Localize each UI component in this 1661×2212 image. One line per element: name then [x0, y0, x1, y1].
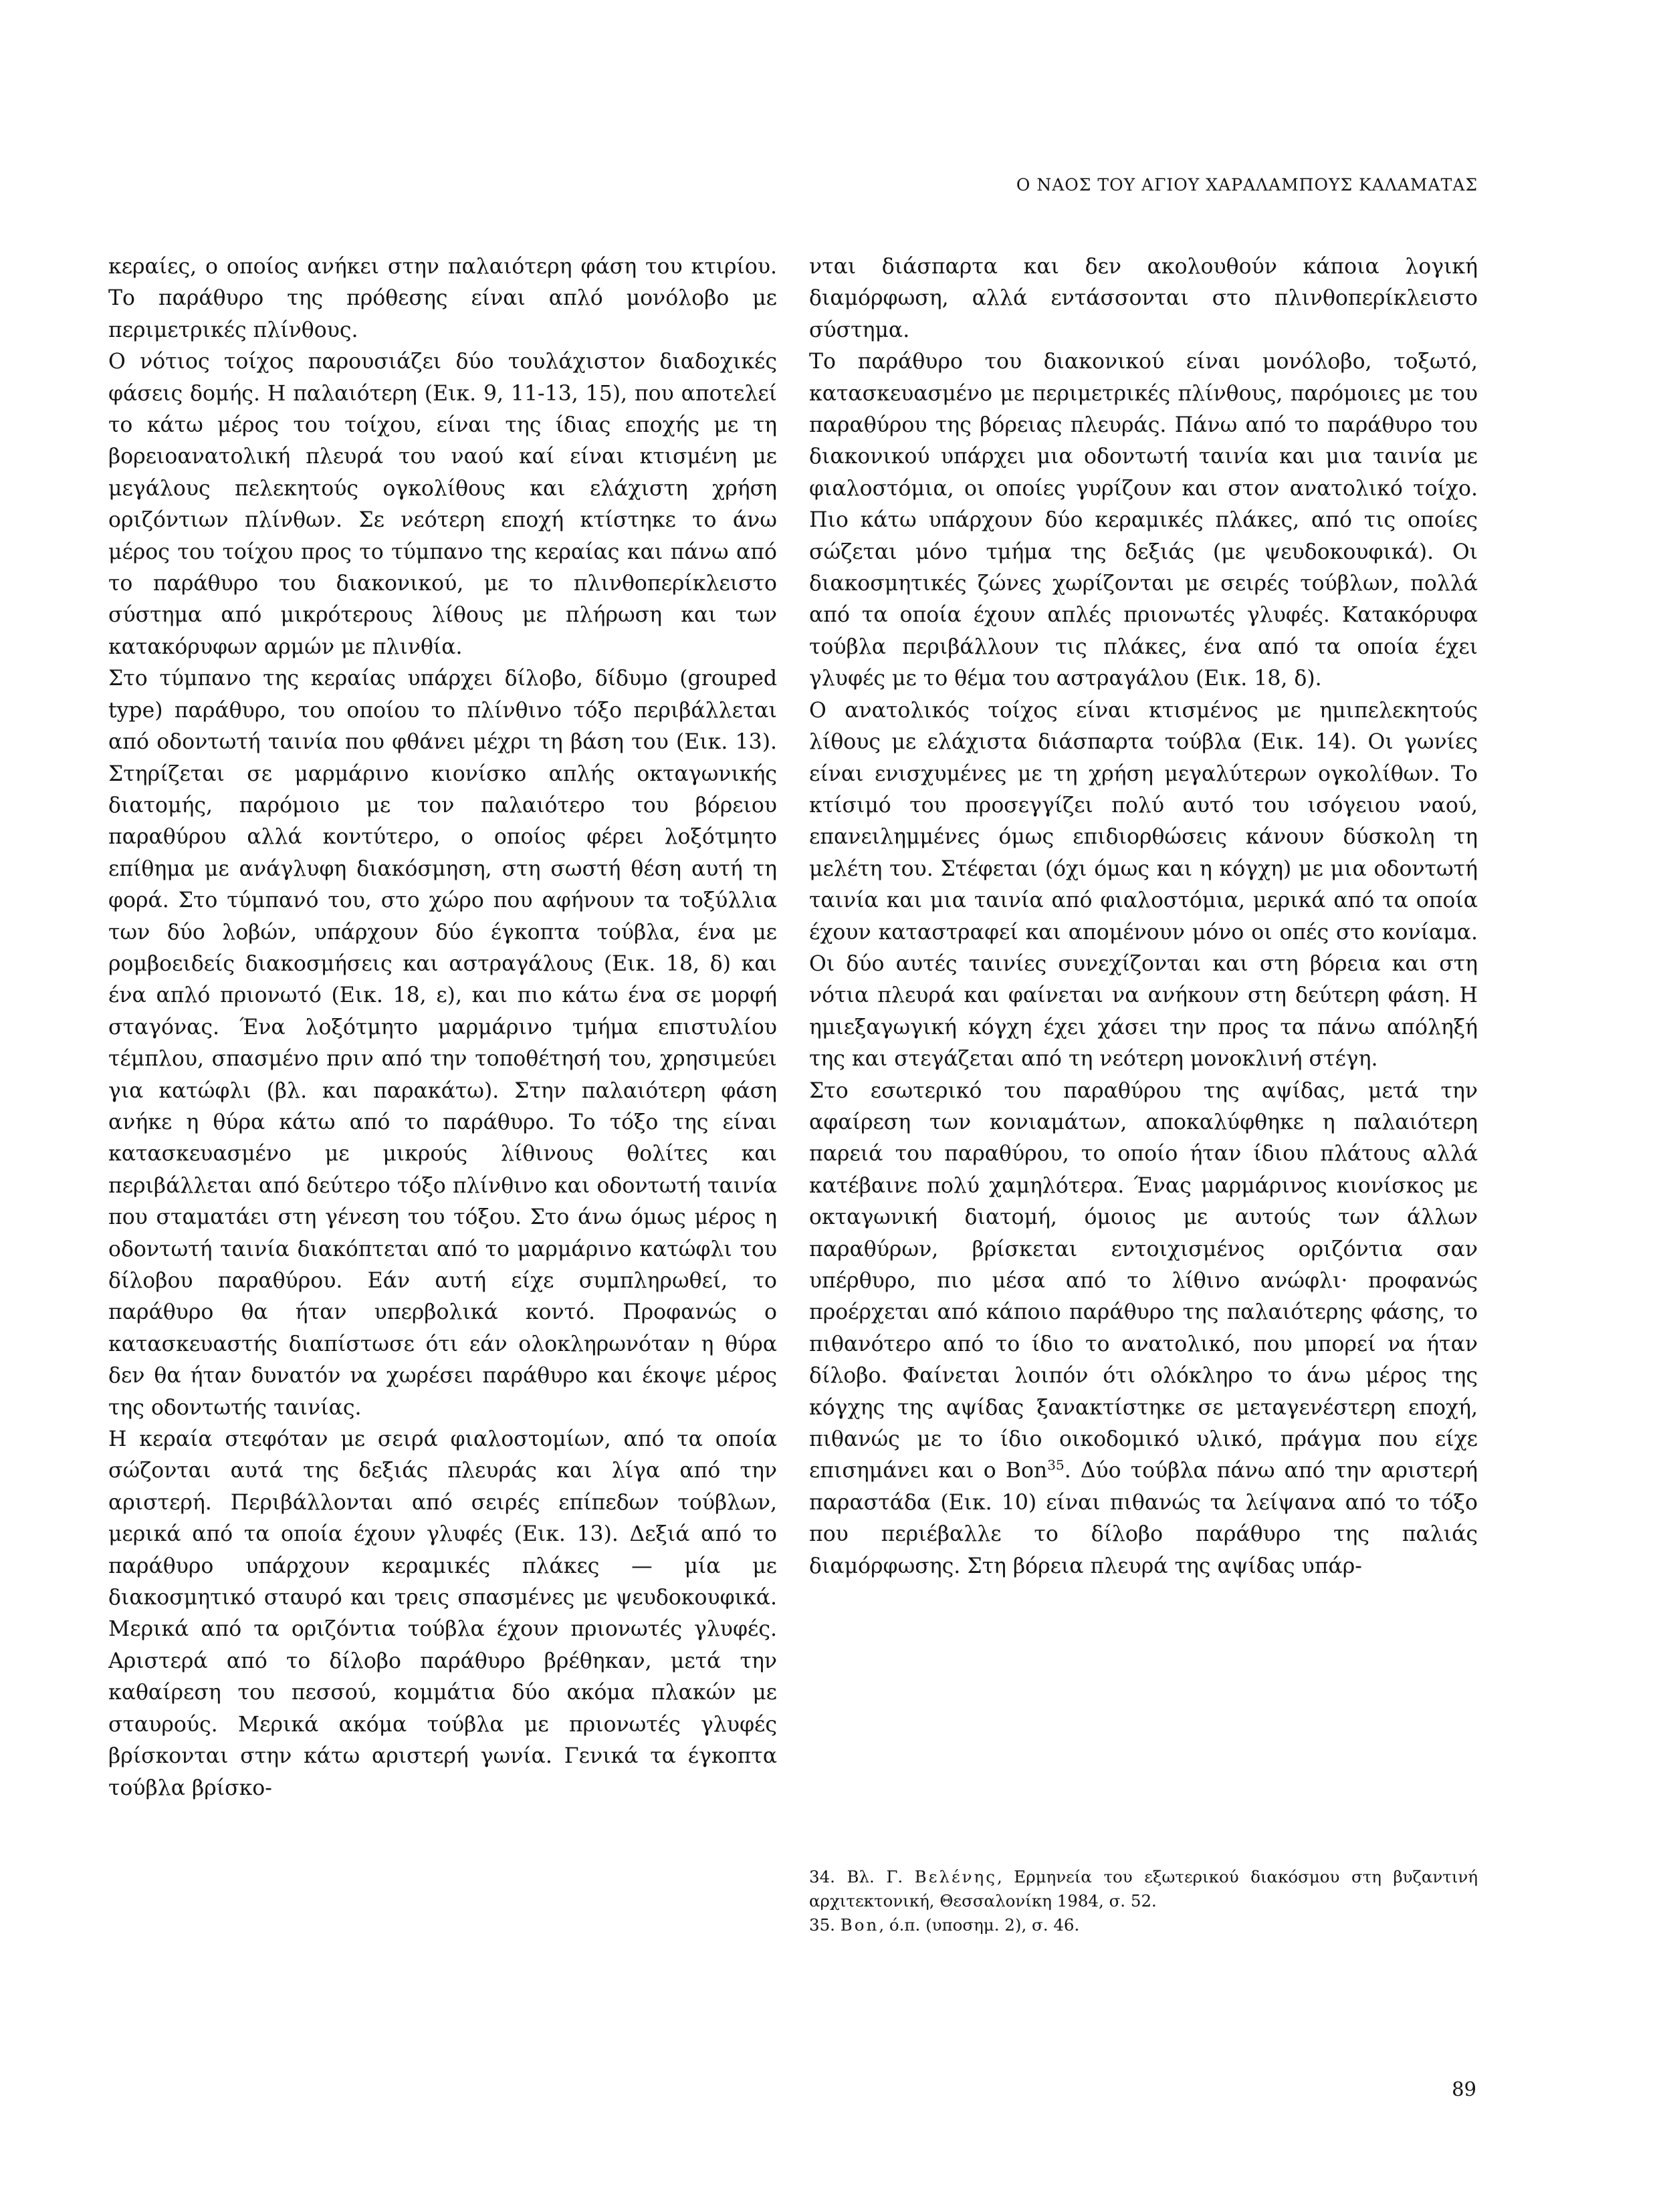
- footnote-prefix: 35.: [809, 1915, 841, 1935]
- footnote-author: Bon: [840, 1915, 879, 1935]
- body-paragraph: νται διάσπαρτα και δεν ακολουθούν κάποια λογική διαμόρφωση, αλλά εντάσσονται στο πλινθοπερίκλειστο σύστημα.: [809, 255, 1478, 342]
- body-paragraph: Η κεραία στεφόταν με σειρά φιαλοστομίων, από τα οποία σώζονται αυτά της δεξιάς πλευράς και λίγα από την αριστερή. Περιβάλλονται από σειρές επίπεδων τούβλων, μερικά από τα οποία έχουν γλυφές (Εικ. 13). Δεξιά από το παράθυρο υπάρχουν κεραμικές πλάκες — μία με διακοσμητικό σταυρό και τρεις σπασμένες με ψευδοκουφικά. Μερικά από τα οριζόντια τούβλα έχουν πριονωτές γλυφές. Αριστερά από το δίλοβο παράθυρο βρέθηκαν, μετά την καθαίρεση του πεσσού, κομμάτια δύο ακόμα πλακών με σταυρούς. Μερικά ακόμα τούβλα με πριονωτές γλυφές βρίσκονται στην κάτω αριστερή γωνία. Γενικά τα έγκοπτα τούβλα βρίσκο-: [108, 1427, 777, 1800]
- footnotes: [809, 1865, 1478, 1937]
- paragraph-text: . Δύο τούβλα πάνω από την αριστερή παραστάδα (Εικ. 10) είναι πιθανώς τα λείψανα από το τόξο που περιέβαλλε το δίλοβο παράθυρο της παλιάς διαμόρφωσης. Στη βόρεια πλευρά της αψίδας υπάρ-: [809, 1459, 1478, 1578]
- footnote-prefix: 34. Βλ. Γ.: [809, 1867, 915, 1886]
- running-header: Ο ΝΑΟΣ ΤΟΥ ΑΓΙΟΥ ΧΑΡΑΛΑΜΠΟΥΣ ΚΑΛΑΜΑΤΑΣ: [1016, 175, 1478, 195]
- left-column: [108, 251, 777, 1804]
- page-number: 89: [1452, 2078, 1476, 2100]
- body-paragraph: Ο νότιος τοίχος παρουσιάζει δύο τουλάχιστον διαδοχικές φάσεις δομής. Η παλαιότερη (Εικ. 9, 11-13, 15), που αποτελεί το κάτω μέρος του τοίχου, είναι της ίδιας εποχής με τη βορειοανατολική πλευρά του ναού καί είναι κτισμένη με μεγάλους πελεκητούς ογκολίθους και ελάχιστη χρήση οριζόντιων πλίνθων. Σε νεότερη εποχή κτίστηκε το άνω μέρος του τοίχου προς το τύμπανο της κεραίας και πάνω από το παράθυρο του διακονικού, με το πλινθοπερίκλειστο σύστημα από μικρότερους λίθους με πλήρωση και των κατακόρυφων αρμών με πλινθία.: [108, 350, 777, 659]
- paragraph-text: Στο εσωτερικό του παραθύρου της αψίδας, μετά την αφαίρεση των κονιαμάτων, αποκαλύφθηκε η παλαιότερη παρειά του παραθύρου, το οποίο ήταν ίδιου πλάτους αλλά κατέβαινε πολύ χαμηλότερα. Ένας μαρμάρινος κιονίσκος με οκταγωνική διατομή, όμοιος με αυτούς των άλλων παραθύρων, βρίσκεται εντοιχισμένος οριζόντια σαν υπέρθυρο, πιο μέσα από το λίθινο ανώφλι· προφανώς προέρχεται από κάποιο παράθυρο της παλαιότερης φάσης, το πιθανότερο από το ίδιο το ανατολικό, που μπορεί να ήταν δίλοβο. Φαίνεται λοιπόν ότι ολόκληρο το άνω μέρος της κόγχης της αψίδας ξανακτίστηκε σε μεταγενέστερη εποχή, πιθανώς με το ίδιο οικοδομικό υλικό, πράγμα που είχε επισημάνει και ο Bon: [809, 1078, 1478, 1483]
- body-paragraph: Στο τύμπανο της κεραίας υπάρχει δίλοβο, δίδυμο (grouped type) παράθυρο, του οποίου το πλίνθινο τόξο περιβάλλεται από οδοντωτή ταινία που φθάνει μέχρι τη βάση του (Εικ. 13). Στηρίζεται σε μαρμάρινο κιονίσκο απλής οκταγωνικής διατομής, παρόμοιο με τον παλαιότερο του βόρειου παραθύρου αλλά κοντύτερο, ο οποίος φέρει λοξότμητο επίθημα με ανάγλυφη διακόσμηση, στη σωστή θέση αυτή τη φορά. Στο τύμπανό του, στο χώρο που αφήνουν τα τοξύλλια των δύο λοβών, υπάρχουν δύο έγκοπτα τούβλα, ένα με ρομβοειδείς διακοσμήσεις και αστραγάλους (Εικ. 18, δ) και ένα απλό πριονωτό (Εικ. 18, ε), και πιο κάτω ένα σε μορφή σταγόνας. Ένα λοξότμητο μαρμάρινο τμήμα επιστυλίου τέμπλου, σπασμένο πριν από την τοποθέτησή του, χρησιμεύει για κατώφλι (βλ. και παρακάτω). Στην παλαιότερη φάση ανήκε η θύρα κάτω από το παράθυρο. Το τόξο της είναι κατασκευασμένο με μικρούς λίθινους θολίτες και περιβάλλεται από δεύτερο τόξο πλίνθινο και οδοντωτή ταινία που σταματάει στη γένεση του τόξου. Στο άνω όμως μέρος η οδοντωτή ταινία διακόπτεται από το μαρμάρινο κατώφλι του δίλοβου παραθύρου. Εάν αυτή είχε συμπληρωθεί, το παράθυρο θα ήταν υπερβολικά κοντό. Προφανώς ο κατασκευαστής διαπίστωσε ότι εάν ολοκληρωνόταν η θύρα δεν θα ήταν δυνατόν να χωρέσει παράθυρο και έκοψε μέρος της οδοντωτής ταινίας.: [108, 666, 777, 1420]
- footnote: [809, 1865, 1478, 1913]
- footnote-text: , ό.π. (υποσημ. 2), σ. 46.: [879, 1915, 1080, 1935]
- footnote: [809, 1913, 1478, 1937]
- body-paragraph: Το παράθυρο του διακονικού είναι μονόλοβο, τοξωτό, κατασκευασμένο με περιμετρικές πλίνθους, παρόμοιες με του παραθύρου της βόρειας πλευράς. Πάνω από το παράθυρο του διακονικού υπάρχει μια οδοντωτή ταινία και μια ταινία με φιαλοστόμια, οι οποίες γυρίζουν και στον ανατολικό τοίχο. Πιο κάτω υπάρχουν δύο κεραμικές πλάκες, από τις οποίες σώζεται μόνο τμήμα της δεξιάς (με ψευδοκουφικά). Οι διακοσμητικές ζώνες χωρίζονται με σειρές τούβλων, πολλά από τα οποία έχουν απλές πριονωτές γλυφές. Κατακόρυφα τούβλα περιβάλλουν τις πλάκες, ένα από τα οποία έχει γλυφές με το θέμα του αστραγάλου (Εικ. 18, δ).: [809, 350, 1478, 691]
- body-paragraph: Ο ανατολικός τοίχος είναι κτισμένος με ημιπελεκητούς λίθους με ελάχιστα διάσπαρτα τούβλα (Εικ. 14). Οι γωνίες είναι ενισχυμένες με τη χρήση μεγαλύτερων ογκολίθων. Το κτίσιμό του προσεγγίζει πολύ αυτό του ισόγειου ναού, επανειλημμένες όμως επιδιορθώσεις κάνουν δύσκολη τη μελέτη του. Στέφεται (όχι όμως και η κόγχη) με μια οδοντωτή ταινία και μια ταινία από φιαλοστόμια, μερικά από τα οποία έχουν καταστραφεί και απομένουν μόνο οι οπές στο κονίαμα. Οι δύο αυτές ταινίες συνεχίζονται και στη βόρεια και στη νότια πλευρά και φαίνεται να ανήκουν στη δεύτερη φάση. Η ημιεξαγωγική κόγχη έχει χάσει την προς τα πάνω απόληξή της και στεγάζεται από τη νεότερη μονοκλινή στέγη.: [809, 698, 1478, 1072]
- footnote-text: , Ερμηνεία του εξωτερικού διακόσμου στη βυζαντινή αρχιτεκτονική, Θεσσαλονίκη 1984, σ. 52.: [809, 1867, 1478, 1911]
- body-paragraph: κεραίες, ο οποίος ανήκει στην παλαιότερη φάση του κτιρίου. Το παράθυρο της πρόθεσης είναι απλό μονόλοβο με περιμετρικές πλίνθους.: [108, 255, 777, 342]
- footnote-author: Βελένης: [914, 1867, 997, 1886]
- footnote-reference[interactable]: 35: [1047, 1457, 1065, 1473]
- body-paragraph: [809, 1076, 1478, 1583]
- right-column: [809, 251, 1478, 1582]
